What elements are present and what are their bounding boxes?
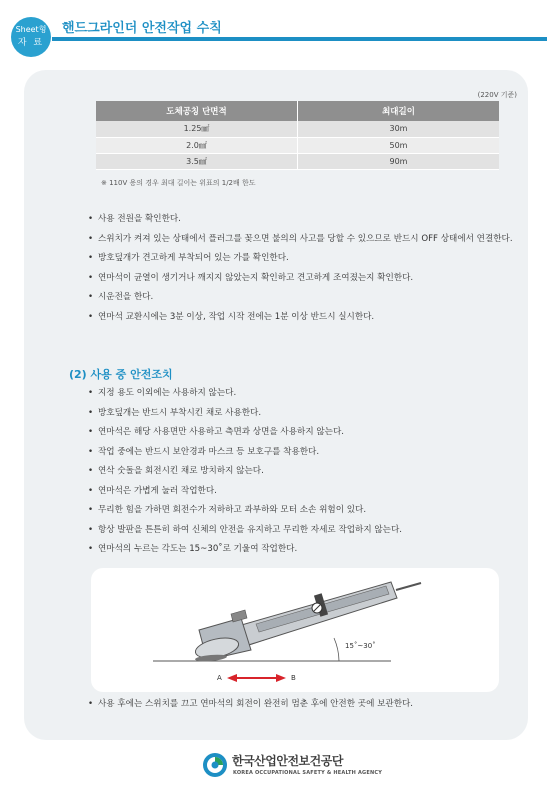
- table-row: [96, 153, 499, 169]
- list-item: • 연마석 교환시에는 3분 이상, 작업 시작 전에는 1분 이상 반드시 실시한다.: [88, 308, 513, 328]
- list-item: • 항상 발판을 튼튼히 하여 신체의 안전을 유지하고 무리한 자세로 작업하지 않는다.: [88, 521, 513, 541]
- table-note: (220V 기준): [477, 91, 517, 99]
- table-footnote: ※ 110V 용의 경우 최대 길이는 위표의 1/2배 한도: [101, 179, 256, 187]
- list-item: • 사용 후에는 스위치를 끄고 연마석의 회전이 완전히 멈춘 후에 안전한 곳에 보관한다.: [88, 695, 513, 715]
- arrow-right-head: [276, 674, 286, 682]
- list-item: • 연마석의 누르는 각도는 15~30˚로 기울여 작업한다.: [88, 540, 513, 560]
- table-cell: 50m: [298, 137, 500, 153]
- point-b-label: B: [291, 674, 296, 682]
- cable-spec-table: [96, 101, 499, 170]
- badge-line2: 자 료: [17, 38, 45, 48]
- grinder-icon: [194, 582, 421, 662]
- table-header-cell: 최대길이: [298, 101, 500, 121]
- list-item: • 스위치가 켜져 있는 상태에서 플러그를 꽂으면 불의의 사고를 당할 수 있으므로 반드시 OFF 상태에서 연결한다.: [88, 230, 513, 250]
- badge-line1: Sheet형: [15, 25, 47, 34]
- table-header-row: [96, 101, 499, 121]
- list-item: • 연삭 숫돌을 회전시킨 채로 방치하지 않는다.: [88, 462, 513, 482]
- organization-name-english: KOREA OCCUPATIONAL SAFETY & HEALTH AGENCY: [233, 770, 383, 776]
- document-title: 핸드그라인더 안전작업 수칙: [62, 21, 222, 36]
- table-row: [96, 121, 499, 137]
- grinder-angle-illustration: [91, 568, 499, 692]
- before-use-list: [88, 210, 513, 327]
- organization-name: 한국산업안전보건공단: [232, 754, 343, 768]
- header-divider: [52, 37, 547, 41]
- list-item: • 작업 중에는 반드시 보안경과 마스크 등 보호구를 착용한다.: [88, 443, 513, 463]
- list-item: • 무리한 힘을 가하면 회전수가 저하하고 과부하와 모터 소손 위험이 있다.: [88, 501, 513, 521]
- list-item: • 연마석은 가볍게 눌러 작업한다.: [88, 482, 513, 502]
- document-type-badge: [11, 17, 51, 57]
- list-item: • 시운전을 한다.: [88, 288, 513, 308]
- during-use-list: [88, 384, 513, 560]
- point-a-label: A: [217, 674, 222, 682]
- angle-label: 15˚~30˚: [345, 642, 376, 650]
- list-item: • 연마석이 균열이 생기거나 깨지지 않았는지 확인하고 견고하게 조여졌는지 확인한다.: [88, 269, 513, 289]
- kosha-logo-icon: [202, 752, 228, 778]
- list-item: • 방호덮개가 견고하게 부착되어 있는 가를 확인한다.: [88, 249, 513, 269]
- table-row: [96, 137, 499, 153]
- table-cell: 3.5㎟: [96, 153, 298, 169]
- angle-arc: [334, 638, 339, 661]
- after-use-list: [88, 695, 513, 715]
- list-item: • 방호덮개는 반드시 부착시킨 채로 사용한다.: [88, 404, 513, 424]
- table-cell: 1.25㎟: [96, 121, 298, 137]
- table-header-cell: 도체공칭 단면적: [96, 101, 298, 121]
- section-heading: (2) 사용 중 안전조치: [69, 368, 173, 381]
- list-item: • 연마석은 해당 사용면만 사용하고 측면과 상면을 사용하지 않는다.: [88, 423, 513, 443]
- table-cell: 30m: [298, 121, 500, 137]
- table-cell: 2.0㎟: [96, 137, 298, 153]
- list-item: • 사용 전원을 확인한다.: [88, 210, 513, 230]
- arrow-left-head: [227, 674, 237, 682]
- table-cell: 90m: [298, 153, 500, 169]
- list-item: • 지정 용도 이외에는 사용하지 않는다.: [88, 384, 513, 404]
